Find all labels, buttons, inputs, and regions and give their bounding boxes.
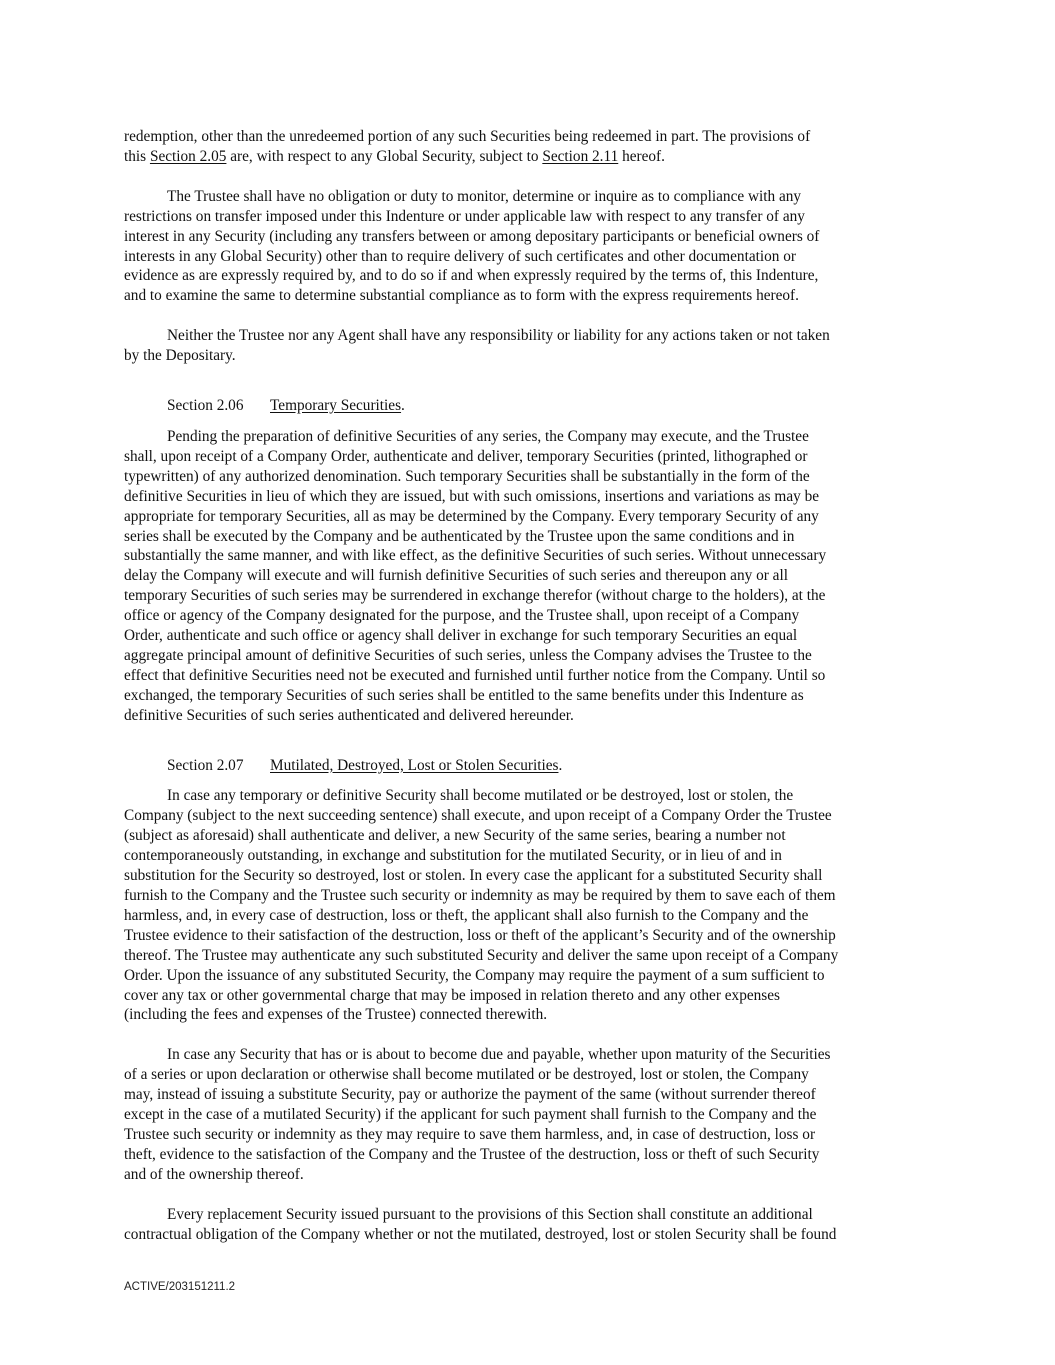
paragraph-line: redemption, other than the unredeemed portion of any such Securities being redeemed in part. The provisions of — [124, 128, 811, 145]
section-2-07-heading — [124, 756, 934, 776]
section-title: Mutilated, Destroyed, Lost or Stolen Securities — [270, 756, 559, 774]
section-title: Temporary Securities — [270, 397, 402, 415]
document-footer-id: ACTIVE/203151211.2 — [124, 1281, 236, 1293]
paragraph-text: hereof. — [618, 147, 665, 165]
paragraph-text: this — [124, 147, 150, 165]
document-page — [124, 127, 934, 1245]
paragraph-mutilated-securities: In case any temporary or definitive Security shall become mutilated or be destroyed, lost or stolen, the Company (subject to the next succeeding sentence) shall execute, and upon receipt of a Company Order the Trustee (subject as aforesaid) shall authenticate and deliver, a new Security of the same series, bearing a number not contemporaneously outstanding, in exchange and substitution for the mutilated Security, or in lieu of and in substitution for the Security so destroyed, lost or stolen. In every case the applicant for a substituted Security shall furnish to the Company and the Trustee such security or indemnity as may be required by them to save each of them harmless, and, in every case of destruction, loss or theft, the applicant shall also furnish to the Company and the Trustee evidence to their satisfaction of the destruction, loss or theft of the applicant’s Security and of the ownership thereof. The Trustee may authenticate any such substituted Security and deliver the same upon receipt of a Company Order. Upon the issuance of any substituted Security, the Company may require the payment of a sum sufficient to cover any tax or other governmental charge that may be imposed in relation thereto and any other expenses (including the fees and expenses of the Trustee) connected therewith. — [124, 787, 839, 1024]
paragraph-redemption-continued — [124, 127, 934, 167]
section-title-period: . — [558, 756, 563, 774]
section-2-06-heading — [124, 396, 934, 416]
section-number: Section 2.06 — [167, 397, 244, 415]
paragraph-trustee-obligation: The Trustee shall have no obligation or duty to monitor, determine or inquire as to compliance with any restrictions on transfer imposed under this Indenture or under applicable law with respect to any transfer of any interest in any Security (including any transfers between or among depositary participants or beneficial owners of interests in any Global Security) other than to require delivery of such certificates and other documentation or evidence as are expressly required by, and to do so if and when expressly required by the terms of, this Indenture, and to examine the same to determine substantial compliance as to form with the express requirements hereof. — [124, 187, 820, 305]
paragraph-text: are, with respect to any Global Security, subject to — [226, 147, 543, 165]
paragraph-due-and-payable: In case any Security that has or is about to become due and payable, whether upon maturity of the Securities of a series or upon declaration or otherwise shall become mutilated or be destroyed, lost or stolen, the Company may, instead of issuing a substitute Security, pay or authorize the payment of the same (without surrender thereof except in the case of a mutilated Security) if the applicant for such payment shall furnish to the Company and the Trustee such security or indemnity as they may require to save them harmless, and, in case of destruction, loss or theft, evidence to the satisfaction of the Company and the Trustee of the destruction, loss or theft of such Security and of the ownership thereof. — [124, 1046, 831, 1183]
section-number: Section 2.07 — [167, 756, 244, 774]
paragraph-trustee-responsibility: Neither the Trustee nor any Agent shall have any responsibility or liability for any actions taken or not taken by the Depositary. — [124, 327, 830, 365]
paragraph-temporary-securities: Pending the preparation of definitive Securities of any series, the Company may execute, and the Trustee shall, upon receipt of a Company Order, authenticate and deliver, temporary Securities (printed, lithographed or typewritten) of any authorized denomination. Such temporary Securities shall be substantially in the form of the definitive Securities in lieu of which they are issued, but with such omissions, insertions and variations as may be appropriate for temporary Securities, all as may be determined by the Company. Every temporary Security of any series shall be executed by the Company and be authenticated by the Trustee upon the same conditions and in substantially the same manner, and with like effect, as the definitive Securities of such series. Without unnecessary delay the Company will execute and will furnish definitive Securities of such series and thereupon any or all temporary Securities of such series may be surrendered in exchange therefor (without charge to the holders), at the office or agency of the Company designated for the purpose, and the Trustee shall, upon receipt of a Company Order, authenticate and such office or agency shall deliver in exchange for such temporary Securities an equal aggregate principal amount of definitive Securities of such series, unless the Company advises the Trustee to the effect that definitive Securities need not be executed and furnished until further notice from the Company. Until so exchanged, the temporary Securities of such series shall be entitled to the same benefits under this Indenture as definitive Securities of such series authenticated and delivered hereunder. — [124, 427, 827, 724]
section-2-05-reference: Section 2.05 — [149, 147, 227, 165]
paragraph-replacement-security: Every replacement Security issued pursuant to the provisions of this Section shall constitute an additional contractual obligation of the Company whether or not the mutilated, destroyed, lost or stolen Security shall be found — [124, 1205, 837, 1243]
section-title-period: . — [401, 397, 405, 415]
section-2-11-reference: Section 2.11 — [542, 147, 619, 165]
